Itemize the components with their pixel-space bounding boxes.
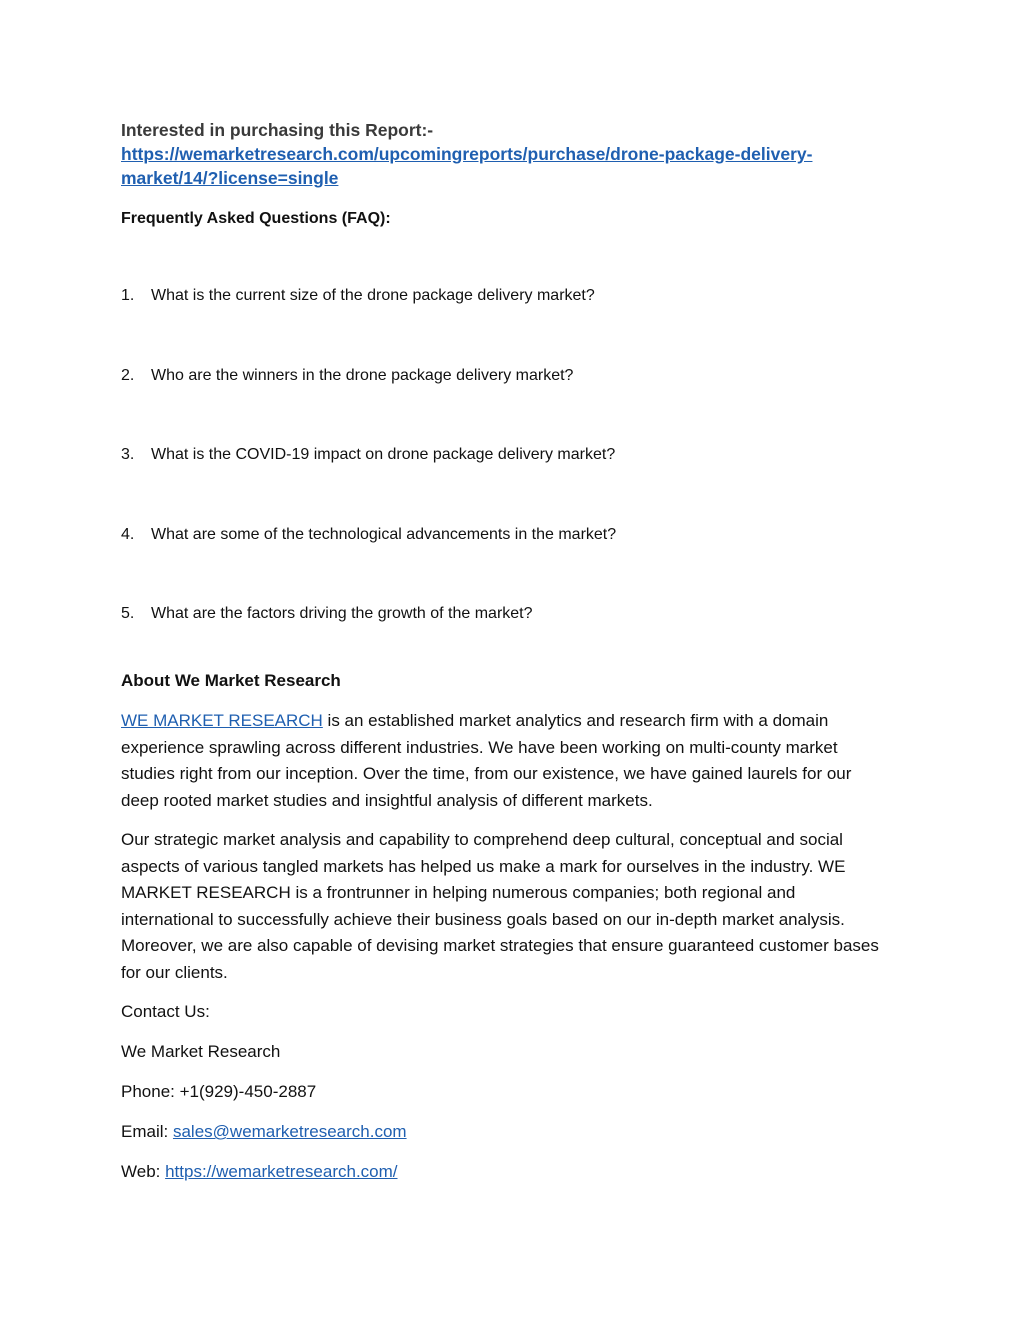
purchase-report-link[interactable]: https://wemarketresearch.com/upcomingreports/purchase/drone-package-delivery-market/14/?license=single	[121, 144, 813, 188]
faq-item	[121, 525, 616, 545]
faq-item	[121, 604, 533, 624]
faq-item-text: What are the factors driving the growth of the market?	[151, 605, 533, 622]
faq-item-text: What is the current size of the drone package delivery market?	[151, 287, 595, 304]
faq-item	[121, 286, 595, 306]
faq-item	[121, 366, 573, 386]
email-label: Email:	[121, 1122, 173, 1141]
email-link[interactable]: sales@wemarketresearch.com	[172, 1122, 407, 1141]
purchase-heading: Interested in purchasing this Report:-	[121, 120, 434, 140]
about-paragraph-1-text: is an established market analytics and research firm with a domain experience sprawling across different industries. We have been working on multi-county market studies right from our inception. Over the time, from our existence, we have gained laurels for our deep rooted market studies and insightful analysis of different markets.	[121, 711, 852, 810]
about-paragraph-2: Our strategic market analysis and capability to comprehend deep cultural, conceptual and social aspects of various tangled markets has helped us make a mark for ourselves in the industry. WE MARKET RESEARCH is a frontrunner in helping numerous companies; both regional and international to successfully achieve their business goals based on our in-depth market analysis. Moreover, we are also capable of devising market strategies that ensure guaranteed customer bases for our clients.	[121, 830, 879, 982]
website-link[interactable]: https://wemarketresearch.com/	[165, 1162, 398, 1181]
web-label: Web:	[121, 1162, 166, 1181]
faq-title: Frequently Asked Questions (FAQ):	[121, 210, 391, 227]
about-title: About We Market Research	[121, 671, 341, 690]
faq-item-text: Who are the winners in the drone package delivery market?	[151, 367, 574, 384]
faq-item	[121, 445, 615, 465]
faq-item-number: 5.	[121, 605, 135, 622]
contact-email	[121, 1120, 407, 1144]
company-name-link[interactable]: WE MARKET RESEARCH	[121, 711, 323, 730]
contact-company: We Market Research	[121, 1042, 281, 1061]
faq-item-number: 2.	[121, 367, 135, 384]
contact-phone: Phone: +1(929)-450-2887	[121, 1082, 317, 1101]
about-paragraph-1	[121, 708, 886, 814]
contact-web	[121, 1160, 398, 1184]
faq-item-text: What are some of the technological advancements in the market?	[151, 526, 617, 543]
faq-item-number: 1.	[121, 287, 135, 304]
faq-item-text: What is the COVID-19 impact on drone package delivery market?	[151, 446, 616, 463]
contact-heading: Contact Us:	[121, 1002, 210, 1021]
faq-item-number: 3.	[121, 446, 135, 463]
document-page	[121, 118, 901, 1181]
faq-item-number: 4.	[121, 526, 135, 543]
